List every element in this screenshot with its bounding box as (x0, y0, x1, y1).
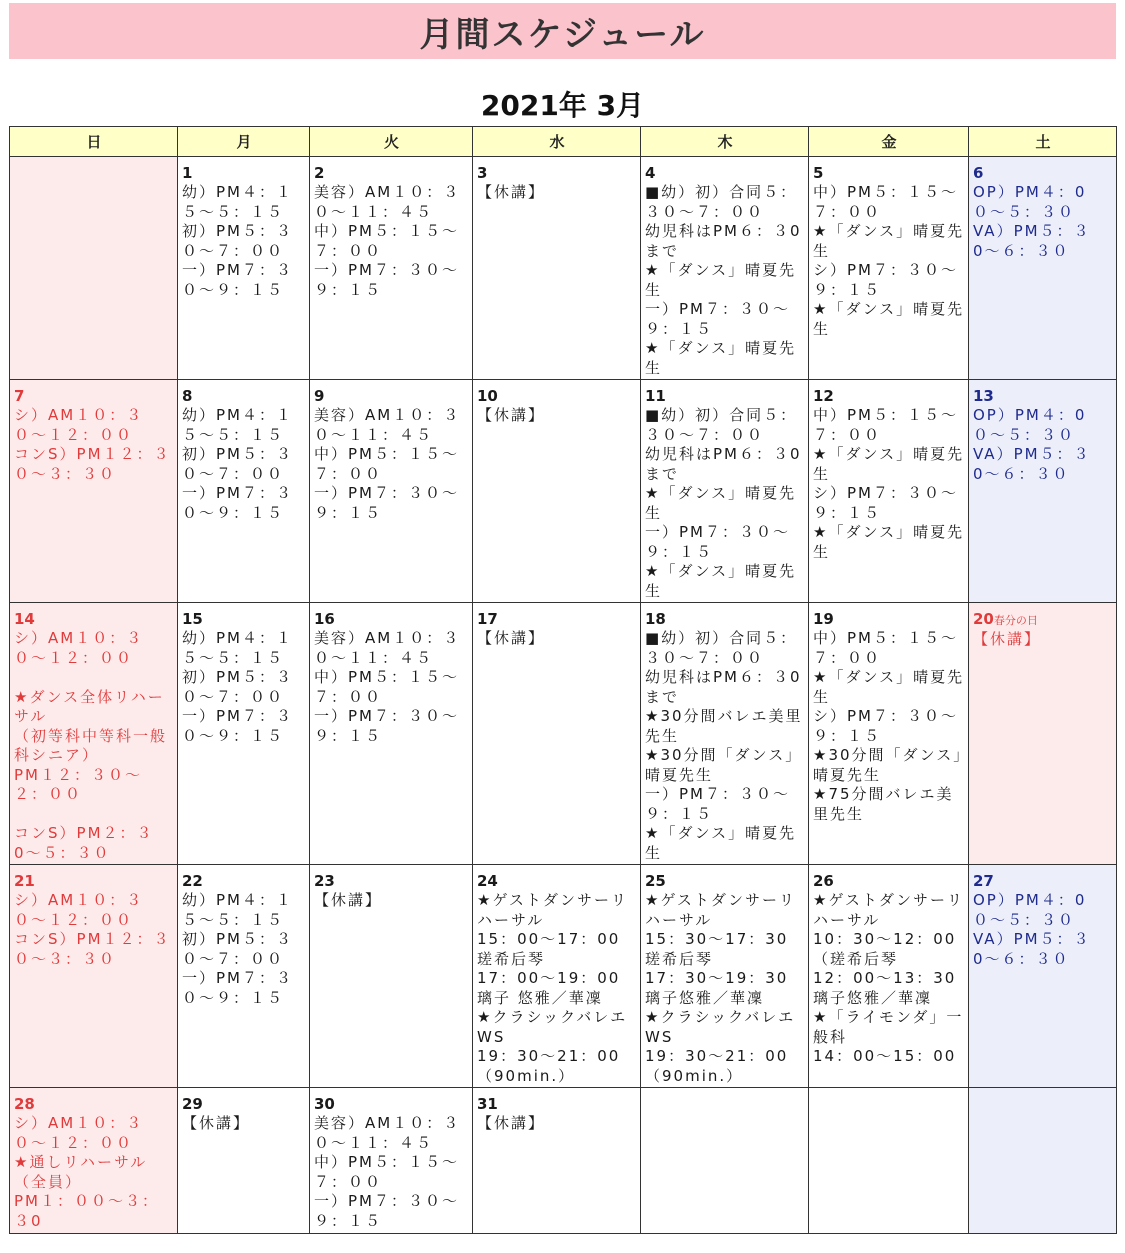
day-number: 27 (973, 872, 994, 890)
day-number: 1 (182, 164, 193, 182)
weekday-wednesday: 水 (473, 127, 641, 157)
day-events: シ）AM１０：３０〜１２：００ ★通しリハーサル（全員） PM１：００〜３：３0 (14, 1114, 159, 1230)
day-cell (641, 157, 809, 380)
day-cell (641, 380, 809, 603)
day-cell (310, 380, 473, 603)
day-number: 11 (645, 387, 666, 405)
day-events: 【休講】 (477, 629, 546, 647)
title-banner (9, 3, 1116, 59)
day-events: シ）AM１０：３０〜１２：００ コンS）PM１２：３０〜３：３０ (14, 406, 171, 483)
day-cell-empty (641, 1088, 809, 1234)
day-cell (969, 157, 1117, 380)
day-cell (178, 603, 310, 865)
day-events: ■幼）初）合同５：３０〜７：００ 幼児科はPM６：３0まで ★「ダンス」晴夏先生 一）PM７：３０〜９：１５ ★「ダンス」晴夏先生 (645, 406, 802, 600)
day-number: 9 (314, 387, 325, 405)
day-cell (473, 380, 641, 603)
day-number: 31 (477, 1095, 498, 1113)
page-title: 月間スケジュール (419, 14, 706, 55)
day-cell (809, 380, 969, 603)
day-events: ★ゲストダンサーリハーサル 15：30〜17：30瑳希后琴 17：30〜19：30璃子悠雅／華凜 ★クラシックバレエWS 19：30〜21：00（90min.） (645, 891, 796, 1085)
week-row-2 (10, 380, 1117, 603)
weekday-monday: 月 (178, 127, 310, 157)
day-events: 美容）AM１０：３０〜１１：４５ 中）PM５：１５〜７：００ 一）PM７：３０〜９：１５ (314, 1114, 461, 1230)
day-number: 15 (182, 610, 203, 628)
day-cell (10, 380, 178, 603)
day-events: 【休講】 (477, 406, 546, 424)
day-events: 【休講】 (973, 630, 1042, 648)
day-number: 28 (14, 1095, 35, 1113)
day-cell (969, 865, 1117, 1088)
day-cell (310, 603, 473, 865)
day-events: ■幼）初）合同５：３０〜７：００ 幼児科はPM６：３0まで ★30分間バレエ美里先生 ★30分間「ダンス」晴夏先生 一）PM７：３０〜９：１５ ★「ダンス」晴夏先生 (645, 629, 803, 862)
day-events: OP）PM４：0０〜５：３０ VA）PM５：３0〜６：３０ (973, 406, 1091, 483)
weekday-header-row (10, 127, 1117, 157)
day-number: 26 (813, 872, 834, 890)
day-events: OP）PM４：0０〜５：３０ VA）PM５：３0〜６：３０ (973, 891, 1091, 968)
calendar-grid (9, 126, 1117, 1234)
day-number: 3 (477, 164, 488, 182)
day-events: シ）AM１０：３０〜１２：００ コンS）PM１２：３０〜３：３０ (14, 891, 171, 968)
day-events: ★ゲストダンサーリハーサル 15：00〜17：00瑳希后琴 17：00〜19：00 璃子 悠雅／華凜 ★クラシックバレエWS 19：30〜21：00（90min.） (477, 891, 628, 1085)
month-heading: 2021年 3月 (480, 89, 645, 122)
day-events: 【休講】 (314, 891, 383, 909)
day-cell-empty (809, 1088, 969, 1234)
day-cell (809, 865, 969, 1088)
day-number: 22 (182, 872, 203, 890)
day-number: 5 (813, 164, 824, 182)
holiday-label: 春分の日 (993, 614, 1038, 627)
day-number: 29 (182, 1095, 203, 1113)
day-cell (473, 1088, 641, 1234)
day-number: 7 (14, 387, 25, 405)
day-number: 18 (645, 610, 666, 628)
day-cell (641, 603, 809, 865)
day-number: 14 (14, 610, 35, 628)
day-number: 21 (14, 872, 35, 890)
weekday-saturday: 土 (969, 127, 1117, 157)
day-number (973, 610, 1113, 630)
day-cell-empty (10, 157, 178, 380)
day-events: 幼）PM４：１５〜５：１５ 初）PM５：３０〜７：００ 一）PM７：３０〜９：１５ (182, 629, 293, 745)
weekday-sunday: 日 (10, 127, 178, 157)
day-cell (178, 380, 310, 603)
day-events: 幼）PM４：１５〜５：１５ 初）PM５：３０〜７：００ 一）PM７：３０〜９：１５ (182, 406, 293, 522)
day-events: OP）PM４：0０〜５：３０ VA）PM５：３0〜６：３０ (973, 183, 1091, 260)
day-events: ★ゲストダンサーリハーサル 10：30〜12：00（瑳希后琴 12：00〜13：30璃子悠雅／華凜 ★「ライモンダ」一般科 14：00〜15：00 (813, 891, 964, 1065)
day-cell (473, 865, 641, 1088)
day-cell (10, 865, 178, 1088)
day-cell (310, 157, 473, 380)
week-row-4 (10, 865, 1117, 1088)
day-cell (473, 157, 641, 380)
weekday-thursday: 木 (641, 127, 809, 157)
day-number: 13 (973, 387, 994, 405)
day-events: 中）PM５：１５〜７：００ ★「ダンス」晴夏先生 シ）PM７：３０〜９：１５ ★「ダンス」晴夏先生 (813, 183, 965, 338)
day-events: 【休講】 (477, 1114, 546, 1132)
day-events: 美容）AM１０：３０〜１１：４５ 中）PM５：１５〜７：００ 一）PM７：３０〜９：１５ (314, 629, 461, 745)
day-cell (809, 157, 969, 380)
day-cell (641, 865, 809, 1088)
day-number: 25 (645, 872, 666, 890)
day-cell (178, 157, 310, 380)
day-cell (10, 1088, 178, 1234)
day-number: 17 (477, 610, 498, 628)
day-events: 美容）AM１０：３０〜１１：４５ 中）PM５：１５〜７：００ 一）PM７：３０〜９：１５ (314, 183, 461, 299)
day-cell (473, 603, 641, 865)
weekday-friday: 金 (809, 127, 969, 157)
day-cell (969, 380, 1117, 603)
weekday-tuesday: 火 (310, 127, 473, 157)
day-cell-empty (969, 1088, 1117, 1234)
day-number: 24 (477, 872, 498, 890)
day-number: 10 (477, 387, 498, 405)
day-number: 23 (314, 872, 335, 890)
day-events: ■幼）初）合同５：３０〜７：００ 幼児科はPM６：３0まで ★「ダンス」晴夏先生 一）PM７：３０〜９：１５ ★「ダンス」晴夏先生 (645, 183, 802, 377)
day-cell (178, 865, 310, 1088)
day-cell-holiday (969, 603, 1117, 865)
day-number: 12 (813, 387, 834, 405)
day-cell (310, 1088, 473, 1234)
day-events: 【休講】 (477, 183, 546, 201)
day-number: 4 (645, 164, 656, 182)
day-number: 19 (813, 610, 834, 628)
day-events: 【休講】 (182, 1114, 251, 1132)
day-events: シ）AM１０：３０〜１２：００ ★ダンス全体リハーサル （初等科中等科一般科シニア） PM１２：３０〜２：００ コンS）PM２：３0〜５：３０ (14, 629, 168, 862)
day-events: 幼）PM４：１５〜５：１５ 初）PM５：３０〜７：００ 一）PM７：３０〜９：１５ (182, 183, 293, 299)
week-row-3 (10, 603, 1117, 865)
day-events: 美容）AM１０：３０〜１１：４５ 中）PM５：１５〜７：００ 一）PM７：３０〜９：１５ (314, 406, 461, 522)
day-number: 2 (314, 164, 325, 182)
day-number: 6 (973, 164, 984, 182)
day-number: 8 (182, 387, 193, 405)
day-events: 中）PM５：１５〜７：００ ★「ダンス」晴夏先生 シ）PM７：３０〜９：１５ ★「ダンス」晴夏先生 (813, 406, 965, 561)
day-number-value: 20 (973, 610, 994, 628)
day-cell (310, 865, 473, 1088)
day-events: 幼）PM４：１５〜５：１５ 初）PM５：３０〜７：００ 一）PM７：３０〜９：１５ (182, 891, 293, 1007)
day-cell (809, 603, 969, 865)
day-cell (10, 603, 178, 865)
week-row-1 (10, 157, 1117, 380)
day-events: 中）PM５：１５〜７：００ ★「ダンス」晴夏先生 シ）PM７：３０〜９：１５ ★30分間「ダンス」晴夏先生 ★75分間バレエ美里先生 (813, 629, 965, 823)
day-number: 16 (314, 610, 335, 628)
day-number: 30 (314, 1095, 335, 1113)
week-row-5 (10, 1088, 1117, 1234)
day-cell (178, 1088, 310, 1234)
